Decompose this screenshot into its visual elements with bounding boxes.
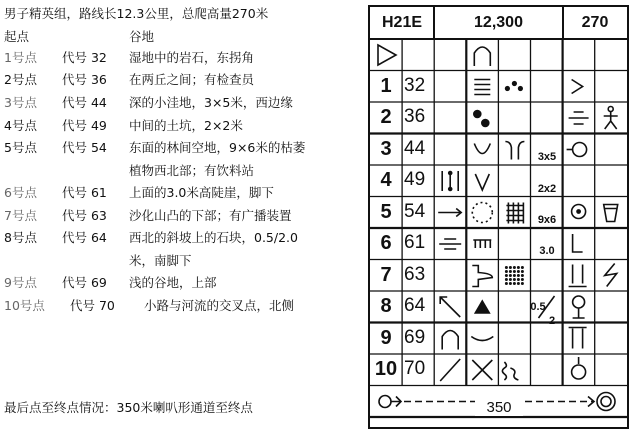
spur-icon	[472, 266, 492, 287]
control-number: 5	[380, 200, 392, 223]
control-number: 6	[380, 232, 392, 254]
cliff-icon	[473, 240, 491, 248]
sandy-ground-icon	[522, 275, 523, 276]
sandy-ground-icon	[510, 279, 511, 280]
clue-label: 8号点	[4, 230, 37, 245]
sandy-ground-icon	[522, 271, 523, 272]
clue-label: 2号点	[4, 72, 37, 87]
sandy-ground-icon	[510, 283, 511, 284]
finish-double-circle-icon	[601, 397, 611, 407]
control-number: 9	[380, 326, 392, 349]
control-code: 61	[404, 232, 426, 253]
refreshment-icon	[604, 205, 618, 222]
valley-icon	[474, 47, 490, 66]
sandy-ground-icon	[514, 283, 515, 284]
clue-label: 7号点	[4, 208, 37, 223]
east-arrow-icon	[438, 209, 461, 217]
finish-text: 最后点至终点情况：350米喇叭形通道至终点	[4, 400, 253, 415]
control-number: 1	[380, 74, 392, 97]
sandy-ground-icon	[514, 275, 515, 276]
control-code: 36	[404, 106, 426, 127]
sandy-ground-icon	[518, 275, 519, 276]
sandy-ground-icon	[510, 275, 511, 276]
course-length: 12,300	[474, 14, 523, 31]
corner-icon	[572, 80, 583, 94]
sandy-ground-icon	[510, 271, 511, 272]
clue-desc: 沙化山凸的下部；有广播装置	[129, 208, 292, 223]
clue-label: 4号点	[4, 118, 37, 133]
clue-label: 3号点	[4, 95, 37, 110]
clue-desc: 西北的斜坡上的石块，0.5/2.0	[129, 230, 298, 245]
sandy-ground-icon	[510, 267, 511, 268]
middle-icon	[449, 188, 452, 191]
sandy-ground-icon	[518, 267, 519, 268]
clue-code: 代号 32	[62, 50, 107, 65]
shallow-icon	[471, 337, 493, 341]
clue-desc: 东面的林间空地，9×6米的枯萎	[129, 140, 306, 155]
sandy-ground-icon	[522, 283, 523, 284]
control-number: 3	[380, 137, 392, 160]
clue-desc: 深的小洼地，3×5米，西边缘	[129, 95, 293, 110]
sandy-ground-icon	[518, 279, 519, 280]
clue-code: 代号 36	[62, 72, 107, 87]
clue-desc-2: 植物西北部；有饮料站	[129, 163, 255, 178]
boulder-triangle-icon	[475, 301, 489, 313]
south-foot-icon	[573, 308, 585, 318]
control-code: 32	[404, 74, 426, 96]
start-triangle-icon	[378, 45, 396, 65]
finish-double-circle-icon	[597, 393, 615, 411]
sandy-ground-icon	[518, 271, 519, 272]
course-title: 男子精英组，路线长12.3公里，总爬高量270米	[4, 6, 269, 21]
clue-code: 代号 54	[62, 140, 107, 155]
control-number: 4	[380, 169, 392, 191]
boulder-icon	[519, 87, 523, 91]
clue-code: 代号 63	[62, 208, 107, 223]
dim-r8a: 0.5	[530, 301, 546, 313]
controller-icon	[608, 107, 613, 112]
northwest-arrow-icon	[440, 297, 460, 317]
clue-desc: 在两丘之间；有检查员	[129, 72, 255, 87]
sandy-ground-icon	[514, 279, 515, 280]
finish-arrow-icon	[391, 397, 401, 407]
dim-r5: 9x6	[537, 214, 557, 226]
sandy-ground-icon	[506, 279, 507, 280]
sandy-ground-icon	[506, 275, 507, 276]
crossing-icon	[472, 360, 492, 380]
clue-label: 6号点	[4, 185, 37, 200]
reentrant-icon	[442, 331, 458, 350]
foot-icon	[573, 234, 583, 252]
dim-r8b: 2	[548, 315, 556, 327]
stream-icon	[502, 362, 518, 380]
clue-code: 代号 61	[62, 185, 107, 200]
clue-desc: 浅的谷地，上部	[129, 275, 217, 290]
control-number: 7	[380, 263, 392, 286]
clearing-icon	[472, 203, 492, 223]
edge-icon	[573, 143, 587, 157]
finish-distance: 350	[475, 399, 523, 416]
lower-part-icon	[569, 265, 587, 287]
clue-desc: 中间的土坑，2×2米	[129, 118, 243, 133]
control-code: 70	[404, 358, 426, 379]
clue-desc: 小路与河流的交叉点，北侧	[144, 298, 295, 313]
control-code: 64	[404, 295, 426, 316]
northwest-icon	[577, 210, 580, 213]
stone-icon	[482, 120, 489, 127]
course-class: H21E	[381, 14, 423, 31]
stone-icon	[474, 111, 481, 118]
boulder-icon	[506, 87, 510, 91]
clue-label: 5号点	[4, 140, 37, 155]
control-number: 8	[380, 295, 392, 317]
sandy-ground-icon	[514, 267, 515, 268]
sandy-ground-icon	[522, 279, 523, 280]
clue-label: 9号点	[4, 275, 37, 290]
clue-code: 代号 64	[62, 230, 107, 245]
sandy-ground-icon	[522, 267, 523, 268]
radio-icon	[605, 264, 617, 287]
pit-icon	[475, 174, 489, 190]
dim-r3: 3x5	[537, 151, 557, 163]
sandy-ground-icon	[506, 271, 507, 272]
sandy-ground-icon	[514, 271, 515, 272]
clue-code: 代号 49	[62, 118, 107, 133]
between-icon	[569, 112, 589, 124]
north-side-icon	[572, 365, 586, 379]
control-code: 54	[404, 200, 426, 222]
course-climb: 270	[581, 14, 609, 31]
control-code: 63	[404, 263, 426, 285]
clue-label: 10号点	[4, 298, 45, 313]
upper-part-icon	[569, 328, 587, 349]
clue-code: 代号 70	[70, 298, 115, 313]
path-icon	[440, 359, 460, 381]
south-foot-icon	[573, 296, 585, 308]
description-sheet	[368, 5, 629, 429]
clue-desc-2: 米，南脚下	[129, 253, 192, 268]
clue-desc: 上面的3.0米高陡崖，脚下	[129, 185, 274, 200]
clue-label: 1号点	[4, 50, 37, 65]
boulder-icon	[513, 82, 517, 86]
dim-r4: 2x2	[537, 183, 557, 195]
control-number: 10	[374, 358, 398, 380]
clue-code: 代号 44	[62, 95, 107, 110]
sandy-ground-icon	[518, 283, 519, 284]
deep-icon	[505, 142, 524, 160]
sandy-ground-icon	[506, 267, 507, 268]
upper-part-icon	[439, 239, 461, 249]
control-code: 69	[404, 326, 426, 348]
depression-icon	[474, 144, 490, 154]
dim-r6: 3.0	[539, 245, 555, 257]
clue-code: 代号 69	[62, 275, 107, 290]
finish-start-circle-icon	[379, 396, 391, 408]
control-number: 2	[380, 106, 392, 128]
clue-desc: 湿地中的岩石，东拐角	[129, 50, 255, 65]
middle-icon	[449, 172, 452, 175]
control-code: 44	[404, 137, 426, 159]
control-code: 49	[404, 169, 426, 190]
controller-icon	[604, 112, 618, 129]
start-label: 起点	[4, 29, 30, 44]
start-desc: 谷地	[129, 29, 155, 44]
sandy-ground-icon	[506, 283, 507, 284]
